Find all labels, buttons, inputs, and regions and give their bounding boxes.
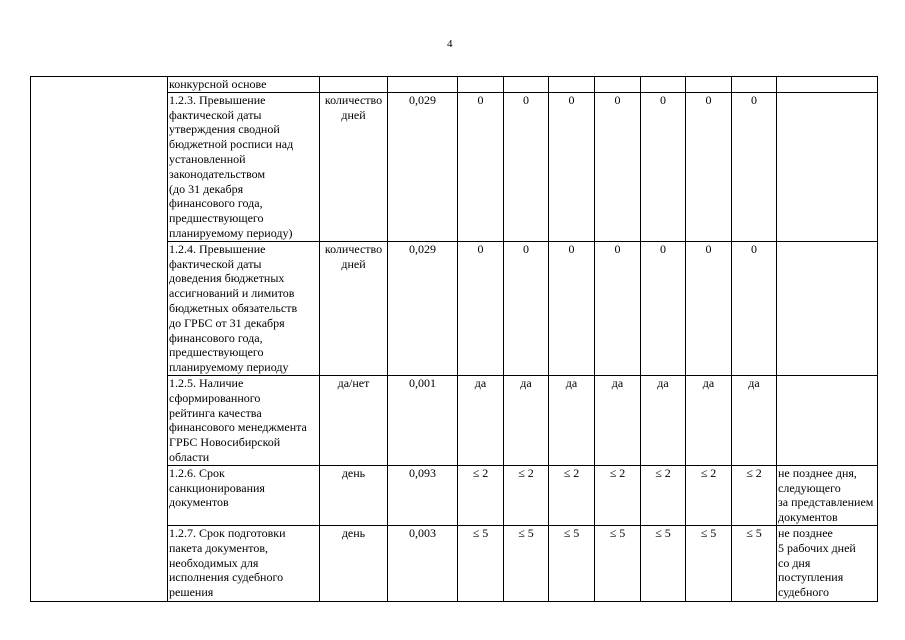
value-cell bbox=[549, 525, 595, 601]
table-row-continuation bbox=[31, 77, 878, 93]
weight-value: 0,003 bbox=[409, 525, 436, 540]
page-number: 4 bbox=[447, 38, 453, 50]
value-cell bbox=[686, 241, 732, 375]
value-cell bbox=[686, 465, 732, 525]
unit-cell bbox=[320, 465, 388, 525]
target-value: да bbox=[474, 375, 487, 390]
unit-cell bbox=[320, 92, 388, 241]
note-line: не позднее bbox=[778, 525, 833, 540]
weight-cell bbox=[388, 77, 458, 93]
target-value: ≤ 2 bbox=[700, 465, 717, 480]
weight-cell bbox=[388, 375, 458, 465]
indicator-line: планируемому периоду bbox=[169, 360, 289, 375]
target-value: ≤ 5 bbox=[746, 525, 762, 540]
unit-line: дней bbox=[341, 107, 366, 122]
unit-line: количество bbox=[324, 92, 383, 107]
value-cell bbox=[458, 375, 504, 465]
target-value: ≤ 2 bbox=[563, 465, 580, 480]
weight-value: 0,001 bbox=[409, 375, 436, 390]
indicator-line: предшествующего bbox=[169, 211, 264, 226]
indicator-line: фактической даты bbox=[169, 107, 262, 122]
weight-cell bbox=[388, 241, 458, 375]
indicator-line: бюджетных обязательств bbox=[169, 300, 298, 315]
note-line: следующего bbox=[778, 480, 841, 495]
indicator-line: необходимых для bbox=[169, 555, 259, 570]
value-cell bbox=[641, 525, 686, 601]
indicator-line: рейтинга качества bbox=[169, 405, 262, 420]
indicator-line: финансового года, bbox=[169, 196, 263, 211]
value-cell bbox=[732, 77, 777, 93]
indicator-line: 1.2.5. Наличие bbox=[169, 375, 244, 390]
indicator-line: до ГРБС от 31 декабря bbox=[169, 315, 285, 330]
target-value: 0 bbox=[568, 241, 575, 256]
indicator-line: фактической даты bbox=[169, 256, 262, 271]
note-line: документов bbox=[778, 510, 838, 525]
target-value: да bbox=[748, 375, 760, 390]
indicator-line: решения bbox=[169, 585, 214, 600]
target-value: ≤ 2 bbox=[472, 465, 489, 480]
indicator-line: области bbox=[169, 449, 210, 464]
value-cell bbox=[732, 375, 777, 465]
note-cell bbox=[777, 375, 878, 465]
value-cell bbox=[595, 375, 641, 465]
value-cell bbox=[549, 92, 595, 241]
target-value: 0 bbox=[705, 92, 712, 107]
unit-cell bbox=[320, 77, 388, 93]
indicator-line: планируемому периоду) bbox=[169, 225, 293, 240]
indicator-cell bbox=[168, 465, 320, 525]
target-value: 0 bbox=[523, 92, 529, 107]
value-cell bbox=[549, 241, 595, 375]
indicator-line: пакета документов, bbox=[169, 540, 269, 555]
unit-cell bbox=[320, 241, 388, 375]
target-value: 0 bbox=[614, 241, 621, 256]
target-value: 0 bbox=[614, 92, 621, 107]
target-value: 0 bbox=[751, 241, 757, 256]
value-cell bbox=[458, 241, 504, 375]
note-line: со дня bbox=[778, 555, 811, 570]
value-cell bbox=[641, 241, 686, 375]
indicator-line: законодательством bbox=[169, 166, 266, 181]
indicator-line: 1.2.3. Превышение bbox=[169, 92, 266, 107]
value-cell bbox=[458, 465, 504, 525]
indicator-line: документов bbox=[169, 495, 229, 510]
indicator-line: ГРБС Новосибирской bbox=[169, 435, 281, 450]
unit-line: количество bbox=[324, 241, 383, 256]
indicator-line: исполнения судебного bbox=[169, 570, 284, 585]
indicator-line: 1.2.4. Превышение bbox=[169, 241, 266, 256]
value-cell bbox=[504, 525, 549, 601]
indicator-line: финансового менеджмента bbox=[169, 420, 307, 435]
value-cell bbox=[595, 241, 641, 375]
indicator-line: бюджетной росписи над bbox=[169, 137, 294, 152]
indicator-cell bbox=[168, 241, 320, 375]
indicators-table bbox=[30, 76, 878, 602]
value-cell bbox=[549, 375, 595, 465]
value-cell bbox=[595, 465, 641, 525]
indicator-line: финансового года, bbox=[169, 330, 263, 345]
value-cell bbox=[458, 77, 504, 93]
indicator-line: сформированного bbox=[169, 390, 261, 405]
weight-cell bbox=[388, 92, 458, 241]
target-value: ≤ 5 bbox=[655, 525, 671, 540]
target-value: 0 bbox=[660, 92, 666, 107]
indicator-line: доведения бюджетных bbox=[169, 271, 285, 286]
value-cell bbox=[549, 465, 595, 525]
value-cell bbox=[504, 241, 549, 375]
target-value: ≤ 5 bbox=[609, 525, 626, 540]
unit-cell bbox=[320, 375, 388, 465]
value-cell bbox=[458, 92, 504, 241]
indicator-line: 1.2.6. Срок bbox=[169, 465, 225, 480]
target-value: ≤ 5 bbox=[472, 525, 489, 540]
indicator-line: предшествующего bbox=[169, 345, 264, 360]
note-cell bbox=[777, 92, 878, 241]
unit-line: да/нет bbox=[337, 375, 370, 390]
value-cell bbox=[732, 465, 777, 525]
unit-line: день bbox=[341, 465, 366, 480]
target-value: да bbox=[702, 375, 715, 390]
target-value: ≤ 5 bbox=[563, 525, 580, 540]
target-value: 0 bbox=[523, 241, 529, 256]
target-value: ≤ 5 bbox=[700, 525, 717, 540]
group-cell bbox=[31, 77, 168, 602]
indicator-cell bbox=[168, 525, 320, 601]
value-cell bbox=[686, 525, 732, 601]
indicator-line: 1.2.7. Срок подготовки bbox=[169, 525, 286, 540]
unit-line: день bbox=[341, 525, 366, 540]
note-line: за представлением bbox=[778, 495, 874, 510]
unit-cell bbox=[320, 525, 388, 601]
indicator-line: установленной bbox=[169, 151, 246, 166]
target-value: да bbox=[657, 375, 669, 390]
note-line: не позднее дня, bbox=[778, 465, 857, 480]
target-value: да bbox=[565, 375, 578, 390]
note-line: 5 рабочих дней bbox=[778, 540, 856, 555]
note-line: поступления bbox=[778, 570, 844, 585]
note-line: судебного bbox=[778, 585, 829, 600]
value-cell bbox=[641, 465, 686, 525]
indicator-line: ассигнований и лимитов bbox=[169, 286, 295, 301]
indicator-line: санкционирования bbox=[169, 480, 265, 495]
value-cell bbox=[504, 465, 549, 525]
value-cell bbox=[732, 241, 777, 375]
target-value: 0 bbox=[477, 241, 484, 256]
target-value: ≤ 2 bbox=[746, 465, 762, 480]
value-cell bbox=[595, 525, 641, 601]
target-value: ≤ 2 bbox=[609, 465, 626, 480]
value-cell bbox=[595, 92, 641, 241]
value-cell bbox=[641, 92, 686, 241]
value-cell bbox=[641, 77, 686, 93]
note-cell bbox=[777, 77, 878, 93]
note-cell bbox=[777, 465, 878, 525]
value-cell bbox=[686, 92, 732, 241]
value-cell bbox=[458, 525, 504, 601]
indicator-line: (до 31 декабря bbox=[169, 181, 244, 196]
value-cell bbox=[732, 92, 777, 241]
value-cell bbox=[595, 77, 641, 93]
indicator-cell bbox=[168, 375, 320, 465]
weight-cell bbox=[388, 525, 458, 601]
value-cell bbox=[504, 92, 549, 241]
value-cell bbox=[686, 77, 732, 93]
target-value: да bbox=[611, 375, 624, 390]
target-value: ≤ 2 bbox=[655, 465, 671, 480]
unit-line: дней bbox=[341, 256, 366, 271]
weight-value: 0,029 bbox=[409, 241, 436, 256]
target-value: 0 bbox=[568, 92, 575, 107]
indicator-line: утверждения сводной bbox=[169, 122, 280, 137]
value-cell bbox=[732, 525, 777, 601]
value-cell bbox=[641, 375, 686, 465]
weight-value: 0,029 bbox=[409, 92, 436, 107]
note-cell bbox=[777, 241, 878, 375]
weight-cell bbox=[388, 465, 458, 525]
target-value: 0 bbox=[477, 92, 484, 107]
value-cell bbox=[686, 375, 732, 465]
target-value: 0 bbox=[660, 241, 666, 256]
target-value: 0 bbox=[705, 241, 712, 256]
indicator-text: конкурсной основе bbox=[169, 77, 267, 91]
note-cell bbox=[777, 525, 878, 601]
value-cell bbox=[504, 375, 549, 465]
value-cell bbox=[504, 77, 549, 93]
value-cell bbox=[549, 77, 595, 93]
indicator-cell bbox=[168, 92, 320, 241]
indicator-cell bbox=[168, 77, 320, 93]
target-value: 0 bbox=[751, 92, 757, 107]
target-value: ≤ 2 bbox=[518, 465, 534, 480]
weight-value: 0,093 bbox=[409, 465, 436, 480]
target-value: да bbox=[520, 375, 532, 390]
target-value: ≤ 5 bbox=[518, 525, 534, 540]
